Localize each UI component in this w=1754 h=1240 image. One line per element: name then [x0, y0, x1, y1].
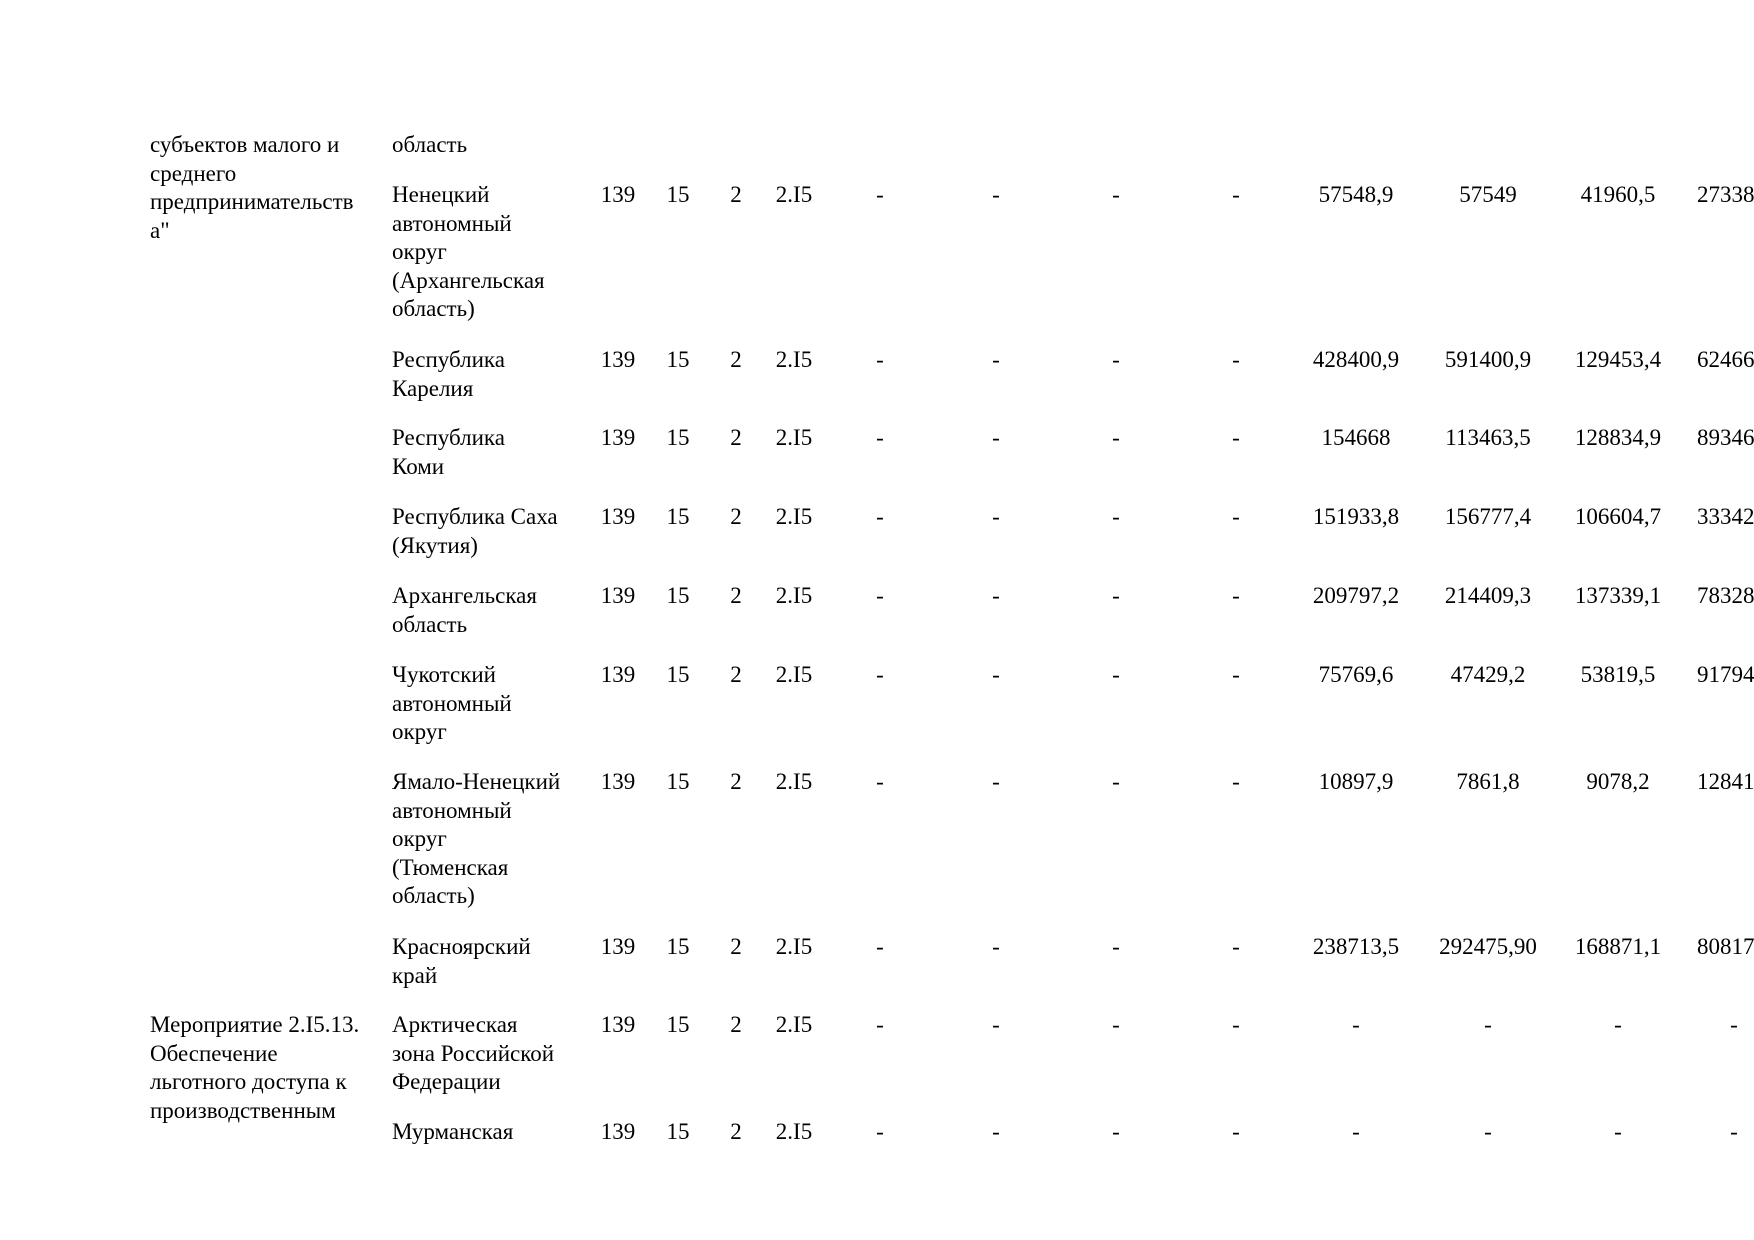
- dash-1: -: [876, 347, 884, 372]
- value-1: -: [1352, 1119, 1360, 1144]
- code-3: 2: [730, 1012, 742, 1037]
- region-name: Ненецкий автономный округ (Архангельская область): [392, 182, 545, 321]
- value-3: 137339,1: [1574, 583, 1662, 608]
- value-3: -: [1614, 1119, 1622, 1144]
- code-4: 2.I5: [775, 1119, 813, 1144]
- code-4: 2.I5: [775, 504, 813, 529]
- code-1: 139: [600, 934, 636, 959]
- value-4: 33342: [1697, 504, 1754, 529]
- region-name: Красноярский край: [392, 934, 531, 988]
- value-4: 62466: [1697, 347, 1754, 372]
- dash-4: -: [1232, 504, 1240, 529]
- value-1: 75769,6: [1318, 662, 1394, 687]
- value-2: 47429,2: [1450, 662, 1526, 687]
- region-name: Республика Коми: [392, 425, 505, 479]
- value-1: 238713,5: [1312, 934, 1400, 959]
- code-4: 2.I5: [775, 347, 813, 372]
- value-3: 41960,5: [1580, 182, 1656, 207]
- code-3: 2: [730, 934, 742, 959]
- dash-3: -: [1112, 504, 1120, 529]
- dash-1: -: [876, 182, 884, 207]
- program-cell-2: Мероприятие 2.I5.13. Обеспечение льготного доступа к производственным: [150, 1012, 360, 1123]
- dash-4: -: [1232, 347, 1240, 372]
- dash-3: -: [1112, 769, 1120, 794]
- code-2: 15: [666, 1119, 690, 1144]
- value-2: 57549: [1459, 182, 1517, 207]
- value-4: 78328: [1697, 583, 1754, 608]
- value-3: 9078,2: [1586, 769, 1650, 794]
- code-3: 2: [730, 769, 742, 794]
- code-3: 2: [730, 1119, 742, 1144]
- value-4: -: [1730, 1119, 1738, 1144]
- code-3: 2: [730, 347, 742, 372]
- region-name: Арктическая зона Российской Федерации: [392, 1012, 555, 1094]
- dash-2: -: [992, 182, 1000, 207]
- dash-4: -: [1232, 425, 1240, 450]
- dash-1: -: [876, 934, 884, 959]
- code-3: 2: [730, 583, 742, 608]
- dash-3: -: [1112, 1119, 1120, 1144]
- code-1: 139: [600, 504, 636, 529]
- code-3: 2: [730, 662, 742, 687]
- value-4: 89346: [1697, 425, 1754, 450]
- code-4: 2.I5: [775, 769, 813, 794]
- value-1: 428400,9: [1312, 347, 1400, 372]
- code-1: 139: [600, 583, 636, 608]
- region-name: Мурманская: [392, 1119, 514, 1144]
- code-2: 15: [666, 182, 690, 207]
- code-2: 15: [666, 347, 690, 372]
- value-2: 214409,3: [1444, 583, 1532, 608]
- code-1: 139: [600, 1119, 636, 1144]
- code-4: 2.I5: [775, 182, 813, 207]
- value-4: 12841: [1697, 769, 1754, 794]
- code-1: 139: [600, 425, 636, 450]
- value-3: 128834,9: [1574, 425, 1662, 450]
- code-3: 2: [730, 504, 742, 529]
- value-3: -: [1614, 1012, 1622, 1037]
- value-3: 168871,1: [1574, 934, 1662, 959]
- code-1: 139: [600, 662, 636, 687]
- dash-4: -: [1232, 662, 1240, 687]
- code-2: 15: [666, 583, 690, 608]
- dash-1: -: [876, 425, 884, 450]
- value-2: 156777,4: [1444, 504, 1532, 529]
- value-1: -: [1352, 1012, 1360, 1037]
- value-4: 91794: [1697, 662, 1754, 687]
- code-4: 2.I5: [775, 1012, 813, 1037]
- code-2: 15: [666, 1012, 690, 1037]
- value-1: 151933,8: [1312, 504, 1400, 529]
- value-1: 209797,2: [1312, 583, 1400, 608]
- dash-1: -: [876, 662, 884, 687]
- dash-2: -: [992, 1012, 1000, 1037]
- value-4: -: [1730, 1012, 1738, 1037]
- code-2: 15: [666, 934, 690, 959]
- value-1: 154668: [1321, 425, 1391, 450]
- value-3: 106604,7: [1574, 504, 1662, 529]
- value-2: -: [1484, 1119, 1492, 1144]
- code-2: 15: [666, 504, 690, 529]
- code-4: 2.I5: [775, 425, 813, 450]
- code-3: 2: [730, 425, 742, 450]
- code-1: 139: [600, 1012, 636, 1037]
- dash-3: -: [1112, 425, 1120, 450]
- code-4: 2.I5: [775, 583, 813, 608]
- value-4: 80817: [1697, 934, 1754, 959]
- dash-1: -: [876, 583, 884, 608]
- value-1: 10897,9: [1318, 769, 1394, 794]
- dash-2: -: [992, 769, 1000, 794]
- dash-2: -: [992, 583, 1000, 608]
- code-1: 139: [600, 347, 636, 372]
- region-name: Чукотский автономный округ: [392, 662, 512, 744]
- code-2: 15: [666, 769, 690, 794]
- code-4: 2.I5: [775, 662, 813, 687]
- dash-1: -: [876, 769, 884, 794]
- dash-3: -: [1112, 1012, 1120, 1037]
- value-2: 591400,9: [1444, 347, 1532, 372]
- dash-3: -: [1112, 662, 1120, 687]
- dash-2: -: [992, 347, 1000, 372]
- dash-4: -: [1232, 583, 1240, 608]
- value-4: 27338: [1697, 182, 1754, 207]
- region-name: Ямало-Ненецкий автономный округ (Тюменская область): [392, 769, 561, 908]
- dash-1: -: [876, 1119, 884, 1144]
- dash-2: -: [992, 504, 1000, 529]
- code-4: 2.I5: [775, 934, 813, 959]
- code-1: 139: [600, 769, 636, 794]
- dash-4: -: [1232, 934, 1240, 959]
- value-1: 57548,9: [1318, 182, 1394, 207]
- region-fragment: область: [392, 132, 468, 157]
- value-3: 53819,5: [1580, 662, 1656, 687]
- region-name: Архангельская область: [392, 583, 537, 637]
- dash-2: -: [992, 934, 1000, 959]
- code-2: 15: [666, 425, 690, 450]
- region-name: Республика Саха (Якутия): [392, 504, 558, 558]
- dash-1: -: [876, 1012, 884, 1037]
- dash-1: -: [876, 504, 884, 529]
- code-2: 15: [666, 662, 690, 687]
- value-3: 129453,4: [1574, 347, 1662, 372]
- dash-3: -: [1112, 347, 1120, 372]
- code-1: 139: [600, 182, 636, 207]
- program-cell-1: субъектов малого и среднего предпринимательств а": [150, 132, 354, 243]
- dash-4: -: [1232, 1119, 1240, 1144]
- dash-3: -: [1112, 182, 1120, 207]
- dash-4: -: [1232, 769, 1240, 794]
- value-2: 113463,5: [1445, 425, 1531, 450]
- dash-4: -: [1232, 182, 1240, 207]
- dash-3: -: [1112, 934, 1120, 959]
- value-2: 7861,8: [1456, 769, 1520, 794]
- code-3: 2: [730, 182, 742, 207]
- dash-2: -: [992, 1119, 1000, 1144]
- region-name: Республика Карелия: [392, 347, 505, 401]
- value-2: -: [1484, 1012, 1492, 1037]
- dash-2: -: [992, 662, 1000, 687]
- dash-3: -: [1112, 583, 1120, 608]
- dash-4: -: [1232, 1012, 1240, 1037]
- dash-2: -: [992, 425, 1000, 450]
- value-2: 292475,90: [1439, 934, 1537, 959]
